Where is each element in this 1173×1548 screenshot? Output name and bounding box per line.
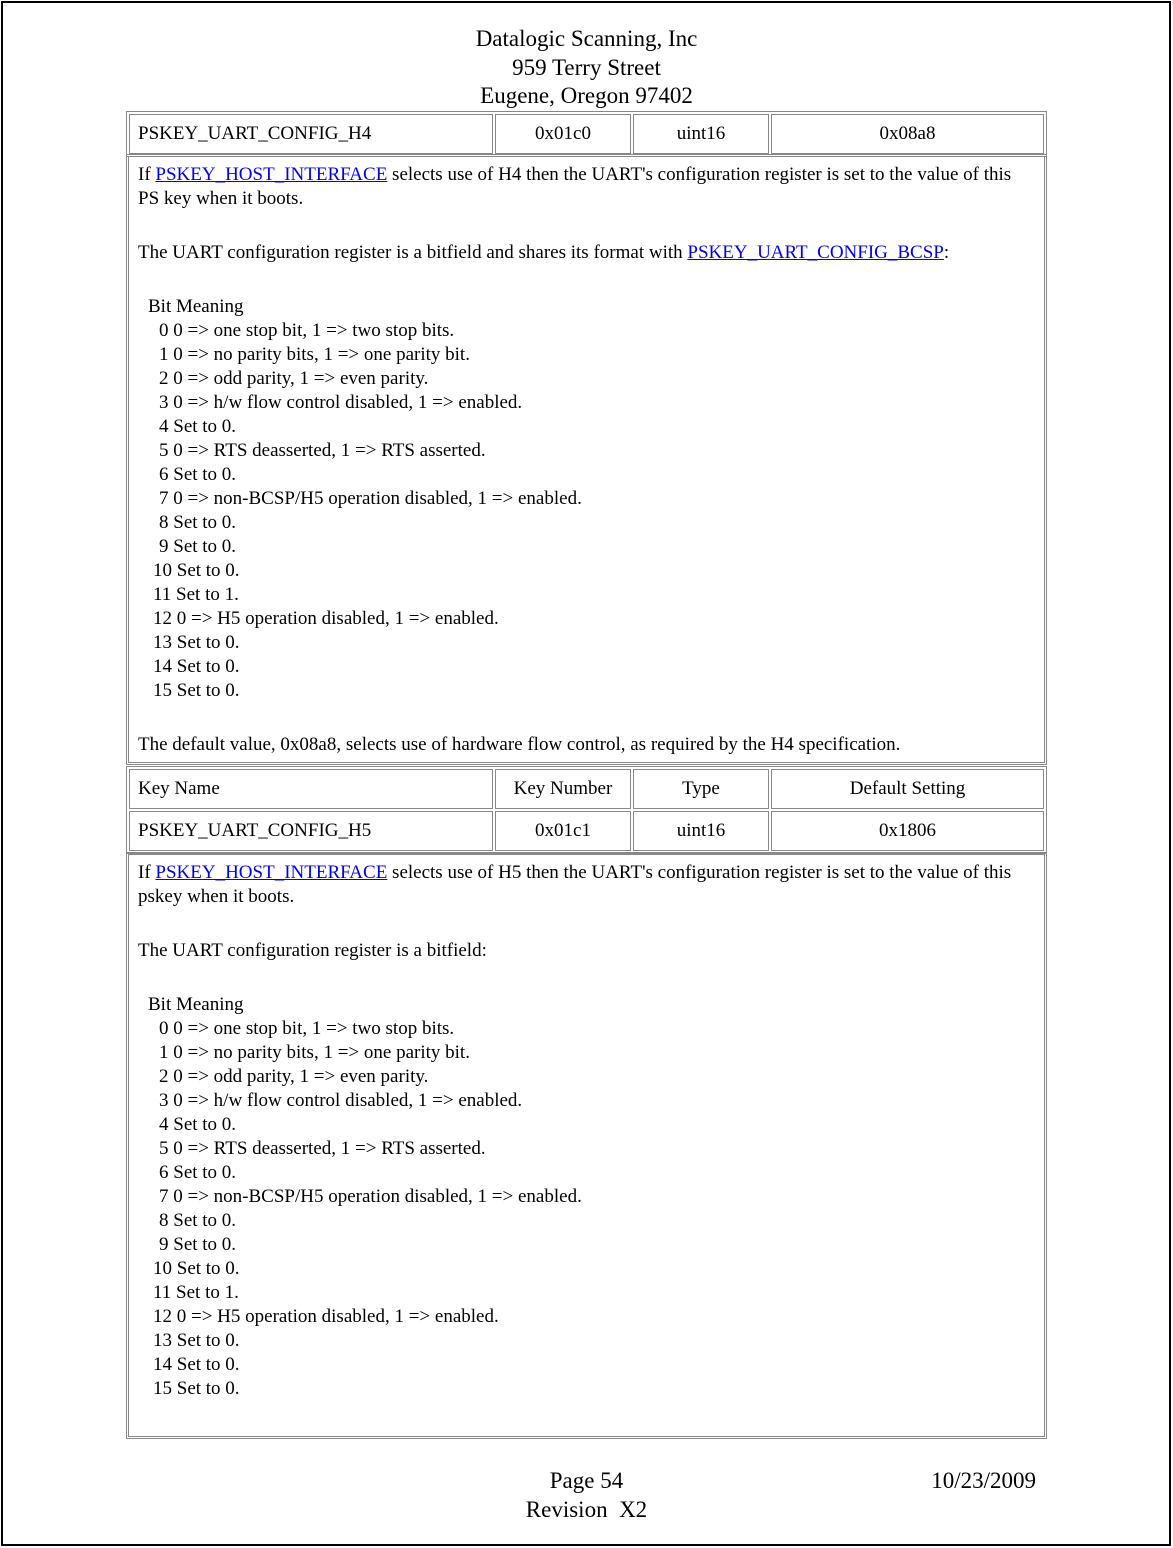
key-table-h5 bbox=[126, 766, 1047, 854]
list-item: 8 Set to 0. bbox=[159, 1210, 237, 1231]
key-type-cell: uint16 bbox=[633, 811, 769, 851]
company-name: Datalogic Scanning, Inc bbox=[475, 26, 698, 51]
list-item: 6 Set to 0. bbox=[159, 464, 237, 485]
company-street: 959 Terry Street bbox=[512, 54, 661, 80]
list-item: 9 Set to 0. bbox=[159, 536, 237, 557]
list-item: 2 0 => odd parity, 1 => even parity. bbox=[159, 368, 429, 389]
list-item: 15 Set to 0. bbox=[153, 1378, 240, 1399]
list-item: 4 Set to 0. bbox=[159, 1114, 237, 1135]
list-item: 10 Set to 0. bbox=[153, 560, 240, 581]
key-default-cell: 0x1806 bbox=[771, 811, 1044, 851]
list-item: 8 Set to 0. bbox=[159, 512, 237, 533]
description-paragraph: If PSKEY_HOST_INTERFACE selects use of H5 then the UART's configuration register is set to the value of this pskey when it boots. bbox=[138, 862, 1012, 907]
list-item: 11 Set to 1. bbox=[153, 1282, 239, 1303]
bit-meaning-header: Bit Meaning bbox=[148, 994, 244, 1015]
column-header-type: Type bbox=[633, 769, 769, 809]
description-h4 bbox=[126, 154, 1047, 765]
key-name-cell: PSKEY_UART_CONFIG_H5 bbox=[129, 811, 493, 851]
key-number-cell: 0x01c1 bbox=[495, 811, 631, 851]
list-item: 5 0 => RTS deasserted, 1 => RTS asserted. bbox=[159, 1138, 486, 1159]
company-header bbox=[0, 25, 1173, 111]
list-item: 14 Set to 0. bbox=[153, 656, 240, 677]
description-h5 bbox=[126, 852, 1047, 1439]
page-number: Page 54 bbox=[549, 1468, 624, 1493]
list-item: 4 Set to 0. bbox=[159, 416, 237, 437]
description-paragraph: The UART configuration register is a bitfield: bbox=[138, 940, 487, 961]
list-item: 7 0 => non-BCSP/H5 operation disabled, 1 => enabled. bbox=[159, 488, 582, 509]
list-item: 2 0 => odd parity, 1 => even parity. bbox=[159, 1066, 429, 1087]
list-item: 3 0 => h/w flow control disabled, 1 => enabled. bbox=[159, 392, 523, 413]
list-item: 15 Set to 0. bbox=[153, 680, 240, 701]
key-default-cell: 0x08a8 bbox=[771, 114, 1044, 154]
key-table-h4 bbox=[126, 111, 1047, 157]
pskey-uart-config-bcsp-link[interactable]: PSKEY_UART_CONFIG_BCSP bbox=[687, 242, 944, 263]
list-item: 10 Set to 0. bbox=[153, 1258, 240, 1279]
bit-meaning-list bbox=[138, 993, 1036, 1401]
list-item: 6 Set to 0. bbox=[159, 1162, 237, 1183]
list-item: 11 Set to 1. bbox=[153, 584, 239, 605]
bit-meaning-header: Bit Meaning bbox=[148, 296, 244, 317]
key-name-cell: PSKEY_UART_CONFIG_H4 bbox=[129, 114, 493, 154]
key-type-cell: uint16 bbox=[633, 114, 769, 154]
list-item: 9 Set to 0. bbox=[159, 1234, 237, 1255]
company-city: Eugene, Oregon 97402 bbox=[480, 83, 693, 108]
list-item: 14 Set to 0. bbox=[153, 1354, 240, 1375]
description-paragraph: The UART configuration register is a bitfield and shares its format with PSKEY_UART_CONFIG_BCSP: bbox=[138, 242, 950, 263]
list-item: 13 Set to 0. bbox=[153, 632, 240, 653]
column-header-key-number: Key Number bbox=[495, 769, 631, 809]
list-item: 0 0 => one stop bit, 1 => two stop bits. bbox=[159, 1018, 455, 1039]
description-paragraph: The default value, 0x08a8, selects use of hardware flow control, as required by the H4 specification. bbox=[138, 734, 901, 755]
list-item: 12 0 => H5 operation disabled, 1 => enabled. bbox=[153, 1306, 499, 1327]
key-number-cell: 0x01c0 bbox=[495, 114, 631, 154]
column-header-default-setting: Default Setting bbox=[771, 769, 1044, 809]
list-item: 7 0 => non-BCSP/H5 operation disabled, 1 => enabled. bbox=[159, 1186, 582, 1207]
table-header-row bbox=[129, 769, 1044, 809]
description-paragraph: If PSKEY_HOST_INTERFACE selects use of H4 then the UART's configuration register is set to the value of this PS key when it boots. bbox=[138, 164, 1012, 209]
column-header-key-name: Key Name bbox=[129, 769, 493, 809]
revision: Revision X2 bbox=[525, 1497, 648, 1522]
list-item: 13 Set to 0. bbox=[153, 1330, 240, 1351]
list-item: 12 0 => H5 operation disabled, 1 => enabled. bbox=[153, 608, 499, 629]
list-item: 5 0 => RTS deasserted, 1 => RTS asserted. bbox=[159, 440, 486, 461]
list-item: 3 0 => h/w flow control disabled, 1 => enabled. bbox=[159, 1090, 523, 1111]
bit-meaning-list bbox=[138, 295, 1036, 703]
pskey-host-interface-link[interactable]: PSKEY_HOST_INTERFACE bbox=[155, 862, 388, 883]
table-row bbox=[129, 114, 1044, 154]
table-row bbox=[129, 811, 1044, 851]
footer-date: 10/23/2009 bbox=[931, 1468, 1036, 1493]
list-item: 1 0 => no parity bits, 1 => one parity bit. bbox=[159, 344, 470, 365]
pskey-host-interface-link[interactable]: PSKEY_HOST_INTERFACE bbox=[155, 164, 388, 185]
list-item: 1 0 => no parity bits, 1 => one parity bit. bbox=[159, 1042, 470, 1063]
list-item: 0 0 => one stop bit, 1 => two stop bits. bbox=[159, 320, 455, 341]
